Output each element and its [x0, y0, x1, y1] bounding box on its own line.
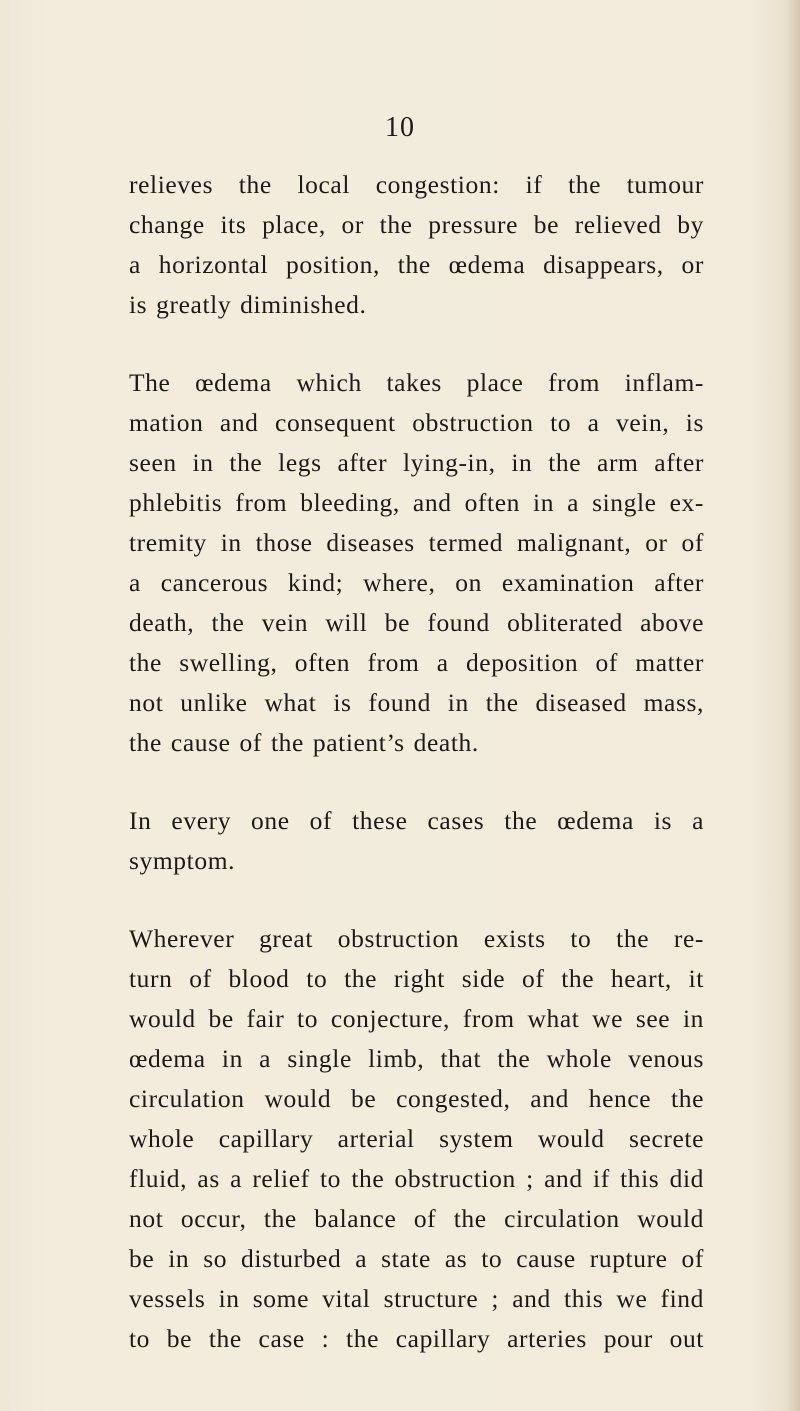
text-line: turn of blood to the right side of the heart, it: [129, 964, 704, 993]
text-line: symptom.: [129, 846, 236, 875]
text-line: seen in the legs after lying-in, in the arm after: [129, 448, 704, 477]
text-line: the swelling, often from a deposition of matter: [129, 648, 704, 677]
page-edge-shadow: [786, 0, 800, 1411]
text-line: circulation would be congested, and hence the: [129, 1084, 704, 1113]
body-text: [129, 165, 704, 1397]
text-line: not unlike what is found in the diseased mass,: [129, 688, 704, 717]
paragraph-4: [129, 919, 704, 1359]
text-line: vessels in some vital structure ; and this we find: [129, 1284, 704, 1313]
text-line: mation and consequent obstruction to a vein, is: [129, 408, 704, 437]
text-line: the cause of the patient’s death.: [129, 728, 479, 757]
text-line: whole capillary arterial system would secrete: [129, 1124, 704, 1153]
text-line: to be the case : the capillary arteries pour out: [129, 1324, 704, 1353]
text-line: Wherever great obstruction exists to the re-: [129, 924, 704, 953]
text-line: a horizontal position, the œdema disappears, or: [129, 250, 704, 279]
text-line: death, the vein will be found obliterated above: [129, 608, 704, 637]
text-line: is greatly diminished.: [129, 290, 367, 319]
text-line: In every one of these cases the œdema is a: [129, 806, 704, 835]
text-line: a cancerous kind; where, on examination after: [129, 568, 704, 597]
paragraph-1: [129, 165, 704, 325]
paragraph-3: [129, 801, 704, 881]
page-number: 10: [385, 112, 415, 143]
text-line: not occur, the balance of the circulation would: [129, 1204, 704, 1233]
text-line: relieves the local congestion: if the tumour: [129, 170, 704, 199]
text-line: The œdema which takes place from inflam-: [129, 368, 704, 397]
text-line: tremity in those diseases termed malignant, or of: [129, 528, 704, 557]
text-line: be in so disturbed a state as to cause rupture of: [129, 1244, 704, 1273]
text-line: change its place, or the pressure be relieved by: [129, 210, 704, 239]
text-line: fluid, as a relief to the obstruction ; and if this did: [129, 1164, 704, 1193]
text-line: œdema in a single limb, that the whole venous: [129, 1044, 704, 1073]
text-line: would be fair to conjecture, from what we see in: [129, 1004, 704, 1033]
paragraph-2: [129, 363, 704, 763]
text-line: phlebitis from bleeding, and often in a single ex-: [129, 488, 704, 517]
